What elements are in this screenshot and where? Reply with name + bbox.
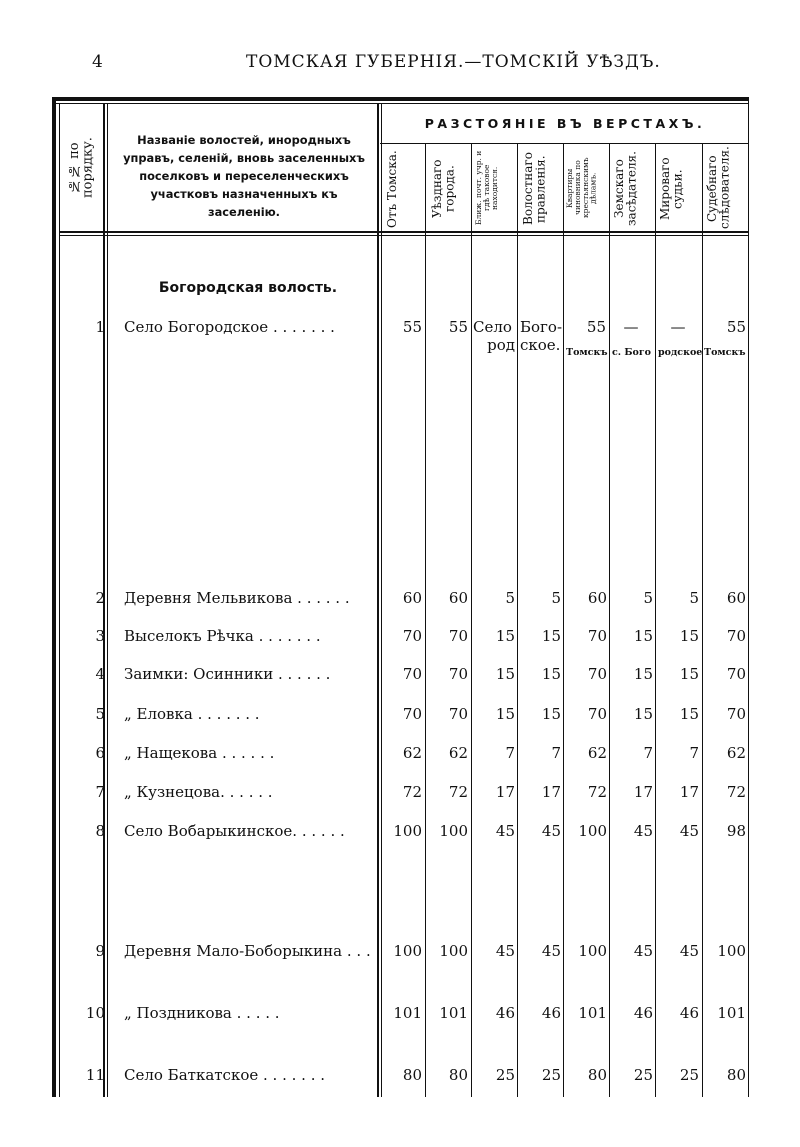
row-name: Село Богородское . . . . . . . xyxy=(124,318,335,336)
row-number: 7 xyxy=(95,783,105,801)
header-col-justice-of-peace: Мироваго судьи. xyxy=(658,157,685,221)
row-name: Деревня Мельвикова . . . . . . xyxy=(124,589,350,607)
cell-post-office: 46 xyxy=(495,1004,515,1022)
cell-post-office: 7 xyxy=(505,744,515,762)
cell-zemsky-assessor-place: с. Бого xyxy=(612,347,652,358)
header-bottom-rule xyxy=(60,231,749,233)
section-title: Богородская волость. xyxy=(158,280,338,296)
cell-zemsky-assessor: 17 xyxy=(633,783,653,801)
cell-zemsky-assessor: 15 xyxy=(633,665,653,683)
header-col-peasant-official: Квартиры чиновника по крестьянскимъ дѣламъ. xyxy=(565,157,598,219)
header-bottom-rule-thin xyxy=(60,235,749,236)
cell-justice-of-peace: 25 xyxy=(679,1066,699,1084)
cell-investigator: 101 xyxy=(717,1004,746,1022)
header-col-from-tomsk: Отъ Томска. xyxy=(385,150,399,228)
cell-volost-board-continued: ское. xyxy=(520,336,561,354)
cell-investigator: 100 xyxy=(717,942,746,960)
cell-zemsky-assessor: 5 xyxy=(643,589,653,607)
cell-volost-board: 45 xyxy=(541,822,561,840)
row-name: „ Поздникова . . . . . xyxy=(124,1004,280,1022)
row-number: 4 xyxy=(95,665,105,683)
cell-post-office: 5 xyxy=(505,589,515,607)
cell-investigator-place: Томскъ xyxy=(704,347,746,358)
cell-post-office-continued: род xyxy=(487,336,515,354)
cell-peasant-official: 100 xyxy=(578,942,607,960)
cell-from-tomsk: 101 xyxy=(393,1004,422,1022)
cell-post-office: 17 xyxy=(495,783,515,801)
cell-from-tomsk: 70 xyxy=(402,705,422,723)
cell-peasant-official-place: Томскъ xyxy=(566,347,608,358)
cell-post-office: 25 xyxy=(495,1066,515,1084)
cell-peasant-official: 62 xyxy=(587,744,607,762)
row-number: 1 xyxy=(95,318,105,336)
table-top-rule xyxy=(52,97,749,101)
table-row xyxy=(0,744,800,766)
cell-justice-of-peace: — xyxy=(670,318,686,336)
row-number: 9 xyxy=(95,942,105,960)
cell-peasant-official: 101 xyxy=(578,1004,607,1022)
cell-zemsky-assessor: 45 xyxy=(633,942,653,960)
cell-volost-board: 15 xyxy=(541,705,561,723)
cell-uezd-city: 100 xyxy=(439,822,468,840)
cell-justice-of-peace: 45 xyxy=(679,942,699,960)
row-name: „ Кузнецова. . . . . . xyxy=(124,783,273,801)
row-number: 3 xyxy=(95,627,105,645)
cell-justice-of-peace: 17 xyxy=(679,783,699,801)
cell-volost-board: 7 xyxy=(551,744,561,762)
cell-from-tomsk: 100 xyxy=(393,822,422,840)
cell-zemsky-assessor: 45 xyxy=(633,822,653,840)
header-col-uezd-city: Уѣзднаго города. xyxy=(430,159,457,219)
cell-peasant-official: 60 xyxy=(587,589,607,607)
table-row xyxy=(0,665,800,687)
cell-post-office: 45 xyxy=(495,822,515,840)
cell-uezd-city: 60 xyxy=(448,589,468,607)
cell-peasant-official: 70 xyxy=(587,627,607,645)
cell-justice-of-peace: 15 xyxy=(679,665,699,683)
cell-peasant-official: 80 xyxy=(587,1066,607,1084)
cell-peasant-official: 72 xyxy=(587,783,607,801)
cell-zemsky-assessor: 46 xyxy=(633,1004,653,1022)
distance-group-rule xyxy=(380,143,749,144)
header-distance-group: РАЗСТОЯНІЕ ВЪ ВЕРСТАХЪ. xyxy=(424,116,706,131)
cell-volost-board: 15 xyxy=(541,627,561,645)
cell-post-office: 15 xyxy=(495,665,515,683)
row-name: Заимки: Осинники . . . . . . xyxy=(124,665,331,683)
cell-uezd-city: 72 xyxy=(448,783,468,801)
cell-justice-of-peace: 5 xyxy=(689,589,699,607)
cell-zemsky-assessor: — xyxy=(623,318,639,336)
cell-volost-board: 15 xyxy=(541,665,561,683)
header-order: №№ по порядку. xyxy=(67,137,96,199)
cell-uezd-city: 100 xyxy=(439,942,468,960)
cell-from-tomsk: 70 xyxy=(402,665,422,683)
page-number: 4 xyxy=(92,52,103,72)
cell-zemsky-assessor: 7 xyxy=(643,744,653,762)
running-title: ТОМСКАЯ ГУБЕРНІЯ.—ТОМСКІЙ УѢЗДЪ. xyxy=(246,52,661,72)
cell-investigator: 70 xyxy=(726,665,746,683)
row-number: 2 xyxy=(95,589,105,607)
table-row xyxy=(0,942,800,964)
header-col-post-office: Ближ. почт. учр. и гдѣ таковое находится. xyxy=(474,150,499,226)
cell-volost-board: 46 xyxy=(541,1004,561,1022)
table-row xyxy=(0,705,800,727)
cell-zemsky-assessor: 25 xyxy=(633,1066,653,1084)
row-name: Деревня Мало-Боборыкина . . . xyxy=(124,942,371,960)
cell-from-tomsk: 60 xyxy=(402,589,422,607)
cell-post-office: Село xyxy=(473,318,512,336)
row-name: Село Вобарыкинское. . . . . . xyxy=(124,822,345,840)
cell-volost-board: Бого- xyxy=(520,318,563,336)
cell-post-office: 45 xyxy=(495,942,515,960)
cell-zemsky-assessor: 15 xyxy=(633,627,653,645)
cell-investigator: 80 xyxy=(726,1066,746,1084)
cell-volost-board: 5 xyxy=(551,589,561,607)
cell-justice-of-peace: 15 xyxy=(679,705,699,723)
cell-justice-of-peace: 45 xyxy=(679,822,699,840)
cell-uezd-city: 70 xyxy=(448,705,468,723)
table-row xyxy=(0,1066,800,1088)
table-top-rule-thin xyxy=(52,103,749,104)
cell-investigator: 60 xyxy=(726,589,746,607)
cell-uezd-city: 70 xyxy=(448,627,468,645)
cell-zemsky-assessor: 15 xyxy=(633,705,653,723)
cell-uezd-city: 55 xyxy=(448,318,468,336)
row-name: „ Еловка . . . . . . . xyxy=(124,705,260,723)
cell-peasant-official: 55 xyxy=(586,318,606,336)
cell-investigator: 72 xyxy=(726,783,746,801)
table-row xyxy=(0,627,800,649)
cell-uezd-city: 70 xyxy=(448,665,468,683)
cell-from-tomsk: 55 xyxy=(402,318,422,336)
cell-investigator: 70 xyxy=(726,627,746,645)
cell-post-office: 15 xyxy=(495,627,515,645)
table-row xyxy=(0,822,800,844)
header-col-volost-board: Волостнаго правленія. xyxy=(521,152,548,226)
row-number: 10 xyxy=(85,1004,105,1022)
cell-justice-of-peace: 7 xyxy=(689,744,699,762)
table-row xyxy=(0,783,800,805)
row-name: Село Баткатское . . . . . . . xyxy=(124,1066,325,1084)
table-row xyxy=(0,589,800,611)
cell-post-office: 15 xyxy=(495,705,515,723)
cell-from-tomsk: 100 xyxy=(393,942,422,960)
cell-uezd-city: 101 xyxy=(439,1004,468,1022)
cell-volost-board: 45 xyxy=(541,942,561,960)
cell-peasant-official: 70 xyxy=(587,705,607,723)
cell-uezd-city: 62 xyxy=(448,744,468,762)
cell-from-tomsk: 72 xyxy=(402,783,422,801)
cell-from-tomsk: 80 xyxy=(402,1066,422,1084)
cell-peasant-official: 100 xyxy=(578,822,607,840)
cell-investigator: 70 xyxy=(726,705,746,723)
row-number: 6 xyxy=(95,744,105,762)
header-name: Названіе волостей, инородныхъ управъ, селеній, вновь заселенныхъ поселковъ и переселенческихъ участковъ назначенныхъ къ заселенію. xyxy=(123,133,365,219)
cell-from-tomsk: 62 xyxy=(402,744,422,762)
cell-volost-board: 17 xyxy=(541,783,561,801)
cell-volost-board: 25 xyxy=(541,1066,561,1084)
header-col-zemsky-assessor: Земскаго засѣдателя. xyxy=(612,151,639,227)
cell-peasant-official: 70 xyxy=(587,665,607,683)
cell-justice-of-peace-place: родское xyxy=(658,347,703,358)
table-row xyxy=(0,1004,800,1026)
row-number: 11 xyxy=(85,1066,105,1084)
page-header xyxy=(0,52,800,76)
cell-uezd-city: 80 xyxy=(448,1066,468,1084)
row-name: „ Нащекова . . . . . . xyxy=(124,744,275,762)
row-number: 8 xyxy=(95,822,105,840)
cell-investigator: 98 xyxy=(726,822,746,840)
cell-justice-of-peace: 15 xyxy=(679,627,699,645)
cell-investigator: 62 xyxy=(726,744,746,762)
cell-investigator: 55 xyxy=(726,318,746,336)
cell-from-tomsk: 70 xyxy=(402,627,422,645)
row-name: Выселокъ Рѣчка . . . . . . . xyxy=(124,627,321,645)
header-col-investigator: Судебнаго слѣдователя. xyxy=(705,146,732,229)
cell-justice-of-peace: 46 xyxy=(679,1004,699,1022)
row-number: 5 xyxy=(95,705,105,723)
